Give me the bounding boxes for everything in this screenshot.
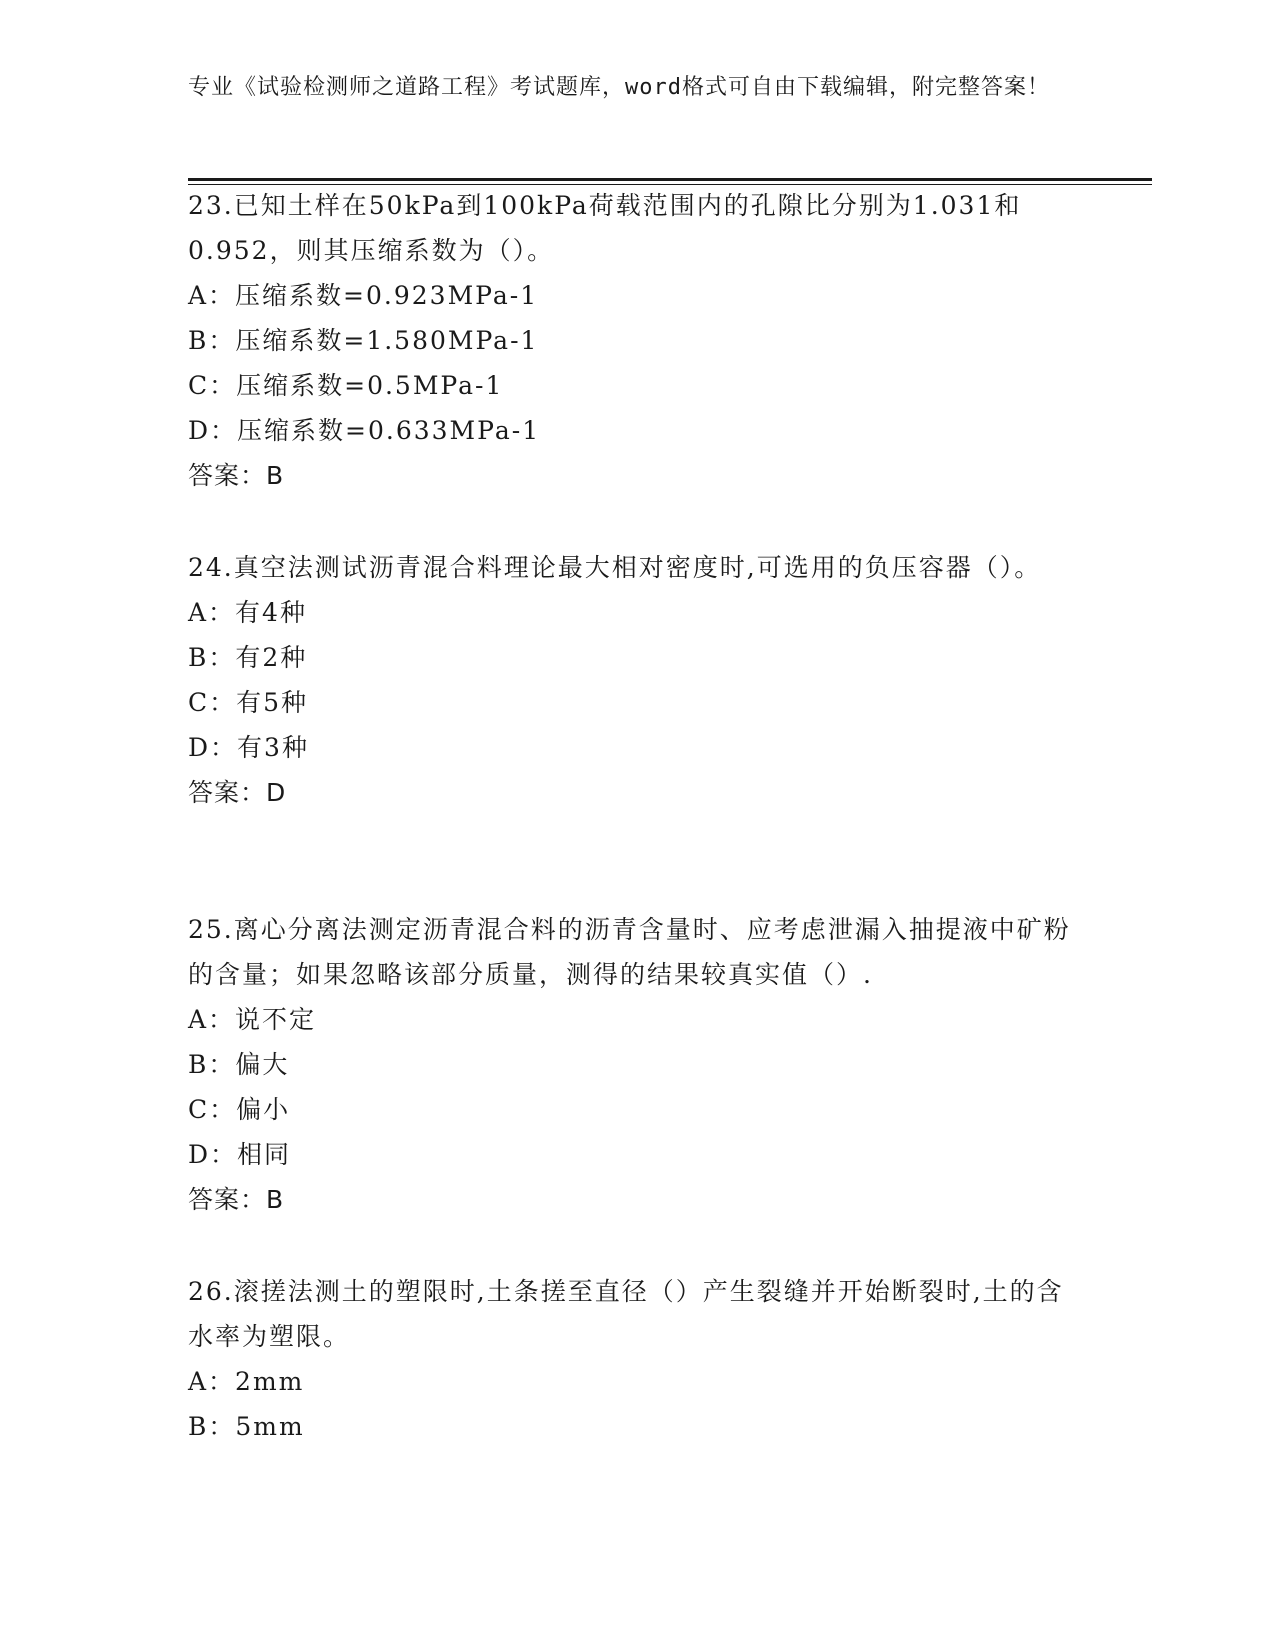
option-b: B：偏大 <box>188 1050 290 1079</box>
option-a: A：2mm <box>188 1367 305 1396</box>
option-a: A：有4种 <box>188 598 307 627</box>
header-divider-thick <box>188 178 1152 181</box>
option-c: C：偏小 <box>188 1095 291 1124</box>
question-stem: 23.已知土样在50kPa到100kPa荷载范围内的孔隙比分别为1.031和0.952，则其压缩系数为（）。 <box>188 191 1022 265</box>
option-d: D：相同 <box>188 1140 292 1169</box>
option-b: B：5mm <box>188 1412 305 1441</box>
option-d: D：压缩系数=0.633MPa-1 <box>188 416 541 445</box>
question-24 <box>188 545 1088 816</box>
question-stem: 24.真空法测试沥青混合料理论最大相对密度时,可选用的负压容器（）。 <box>188 553 1042 582</box>
document-header: 专业《试验检测师之道路工程》考试题库，word格式可自由下载编辑，附完整答案！ <box>188 75 1050 100</box>
option-a: A：说不定 <box>188 1005 317 1034</box>
option-b: B：压缩系数=1.580MPa-1 <box>188 326 539 355</box>
option-c: C：有5种 <box>188 688 309 717</box>
question-stem: 25.离心分离法测定沥青混合料的沥青含量时、应考虑泄漏入抽提液中矿粉的含量；如果忽略该部分质量，测得的结果较真实值（）. <box>188 915 1071 989</box>
question-26 <box>188 1269 1088 1449</box>
option-c: C：压缩系数=0.5MPa-1 <box>188 371 504 400</box>
answer-line: 答案：D <box>188 778 287 807</box>
option-a: A：压缩系数=0.923MPa-1 <box>188 281 539 310</box>
option-b: B：有2种 <box>188 643 308 672</box>
answer-line: 答案：B <box>188 461 285 490</box>
question-stem: 26.滚搓法测土的塑限时,土条搓至直径（）产生裂缝并开始断裂时,土的含水率为塑限。 <box>188 1277 1064 1351</box>
question-25 <box>188 907 1088 1223</box>
question-23 <box>188 183 1088 499</box>
answer-line: 答案：B <box>188 1185 285 1214</box>
option-d: D：有3种 <box>188 733 309 762</box>
